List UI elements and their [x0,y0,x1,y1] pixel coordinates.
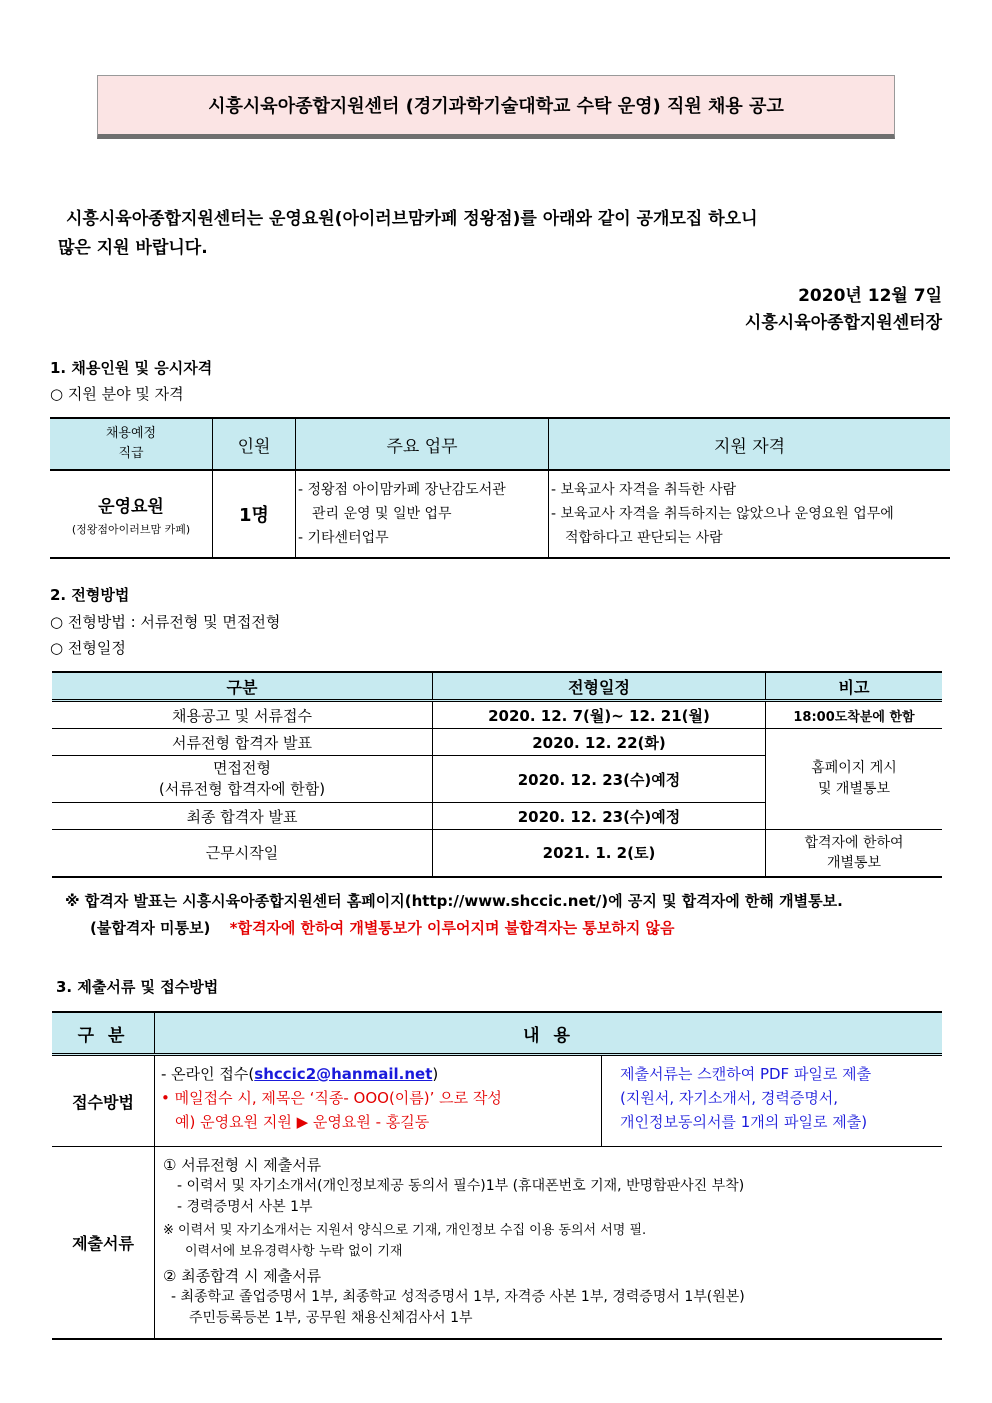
position-name: 운영요원 [98,496,164,517]
cell-schedule: 2020. 12. 23(수)예정 [433,756,766,803]
method-note-line: 개인정보동의서를 1개의 파일로 제출) [620,1113,868,1131]
docs-line: - 이력서 및 자기소개서(개인정보제공 동의서 필수)1부 (휴대폰번호 기재, 반명함판사진 부착) [177,1178,745,1194]
cell-docs-label: 제출서류 [52,1147,155,1339]
cell-method-label: 접수방법 [52,1055,155,1147]
issue-date: 2020년 12월 7일 [798,286,942,306]
docs-line: - 경력증명서 사본 1부 [177,1199,313,1215]
header-position [50,418,213,470]
intro-line-2: 많은 지원 바랍니다. [58,238,208,258]
notice-no-notify: (불합격자 미통보) [90,919,211,937]
table-row [52,1055,942,1147]
qual-line: - 보육교사 자격을 취득한 사람 [551,482,737,498]
header-position-line2: 직급 [118,446,144,461]
notice-line-1: ※ 합격자 발표는 시흥시육아종합지원센터 홈페이지(http://www.shccic.net/)에 공지 및 합격자에 한해 개별통보. [65,892,843,910]
intro-line-1: 시흥시육아종합지원센터는 운영요원(아이러브맘카페 정왕점)를 아래와 같이 공개모집 하오니 [66,209,758,229]
duty-line: 관리 운영 및 일반 업무 [312,506,452,522]
position-note: (정왕점아이러브맘 카페) [71,522,191,536]
category-line: 면접전형 [213,759,271,777]
section3-heading: 3. 제출서류 및 접수방법 [56,978,219,996]
documents-table [52,1011,942,1340]
cell-method-content [155,1055,602,1147]
cell-note-merged [766,729,943,830]
docs-heading-2: ② 최종합격 시 제출서류 [163,1267,322,1285]
header-qualification: 지원 자격 [549,418,951,470]
result-notice [65,888,843,942]
cell-position [50,470,213,558]
email-link[interactable]: shccic2@hanmail.net [254,1065,433,1083]
cell-note [766,830,943,877]
header-schedule: 전형일정 [433,672,766,701]
cell-schedule: 2020. 12. 22(화) [433,729,766,756]
docs-heading-1: ① 서류전형 시 제출서류 [163,1156,322,1174]
table-row [52,729,942,756]
cell-method-note [602,1055,943,1147]
recruitment-table [50,417,950,559]
cell-schedule: 2020. 12. 23(수)예정 [433,803,766,830]
notice-red: *합격자에 한하여 개별통보가 이루어지며 불합격자는 통보하지 않음 [229,919,675,937]
issuer: 시흥시육아종합지원센터장 [744,313,942,333]
header-note: 비고 [766,672,943,701]
method-note-line: (지원서, 자기소개서, 경력증명서, [620,1089,839,1107]
docs-line: - 최종학교 졸업증명서 1부, 최종학교 성적증명서 1부, 자격증 사본 1부, 경력증명서 1부(원본) [171,1289,745,1305]
cell-schedule: 2020. 12. 7(월)~ 12. 21(월) [433,701,766,729]
section2-sub2: ○ 전형일정 [50,639,126,657]
note-line: 및 개별통보 [817,781,891,797]
duty-line: - 기타센터업무 [298,530,389,546]
cell-category [52,756,433,803]
header-duties: 주요 업무 [296,418,549,470]
note-line: 홈페이지 게시 [811,760,897,776]
notice-line-2 [65,915,843,942]
duty-line: - 정왕점 아이맘카페 장난감도서관 [298,482,506,498]
cell-category: 최종 합격자 발표 [52,803,433,830]
cell-category: 서류전형 합격자 발표 [52,729,433,756]
section1-heading: 1. 채용인원 및 응시자격 [50,359,213,377]
page-title: 시흥시육아종합지원센터 (경기과학기술대학교 수탁 운영) 직원 채용 공고 [97,75,895,139]
online-prefix: - 온라인 접수( [161,1065,255,1083]
section2-heading: 2. 전형방법 [50,586,130,604]
cell-count: 1명 [213,470,296,558]
header-content: 내 용 [155,1012,943,1055]
table-row [52,1147,942,1339]
table-row [50,470,950,558]
online-suffix: ) [432,1065,439,1083]
cell-category: 근무시작일 [52,830,433,877]
docs-line: 주민등록등본 1부, 공무원 채용신체검사서 1부 [189,1310,473,1326]
table-header-row [50,418,950,470]
docs-note: 이력서에 보유경력사항 누락 없이 기재 [185,1244,403,1259]
section1-sub: ○ 지원 분야 및 자격 [50,385,184,403]
category-line: (서류전형 합격자에 한함) [158,780,326,798]
qual-line: - 보육교사 자격을 취득하지는 않았으나 운영요원 업무에 [551,506,894,522]
issue-info [745,283,942,337]
cell-category: 채용공고 및 서류접수 [52,701,433,729]
header-position-line1: 채용예정 [105,426,157,441]
table-header-row [52,672,942,701]
header-category: 구분 [52,672,433,701]
cell-note: 18:00도착분에 한함 [766,701,943,729]
note-line: 합격자에 한하여 [804,834,904,851]
mail-example: 예) 운영요원 지원 ▶ 운영요원 - 홍길동 [175,1113,430,1131]
cell-docs-content [155,1147,943,1339]
table-row [52,830,942,877]
table-row [52,701,942,729]
docs-note: ※ 이력서 및 자기소개서는 지원서 양식으로 기재, 개인정보 수집 이용 동의서 서명 필. [163,1223,647,1238]
mail-rule: • 메일접수 시, 제목은 ‘직종- OOO(이름)’ 으로 작성 [161,1089,502,1107]
intro-text [58,205,918,263]
schedule-table [52,671,942,878]
note-line: 개별통보 [826,854,882,871]
method-note-line: 제출서류는 스캔하여 PDF 파일로 제출 [620,1065,872,1083]
table-header-row [52,1012,942,1055]
qual-line: 적합하다고 판단되는 사람 [565,530,723,546]
header-count: 인원 [213,418,296,470]
online-line [161,1062,601,1086]
cell-qualification [549,470,951,558]
header-category: 구 분 [52,1012,155,1055]
section2-sub1: ○ 전형방법 : 서류전형 및 면접전형 [50,613,281,631]
cell-schedule: 2021. 1. 2(토) [433,830,766,877]
cell-duties [296,470,549,558]
